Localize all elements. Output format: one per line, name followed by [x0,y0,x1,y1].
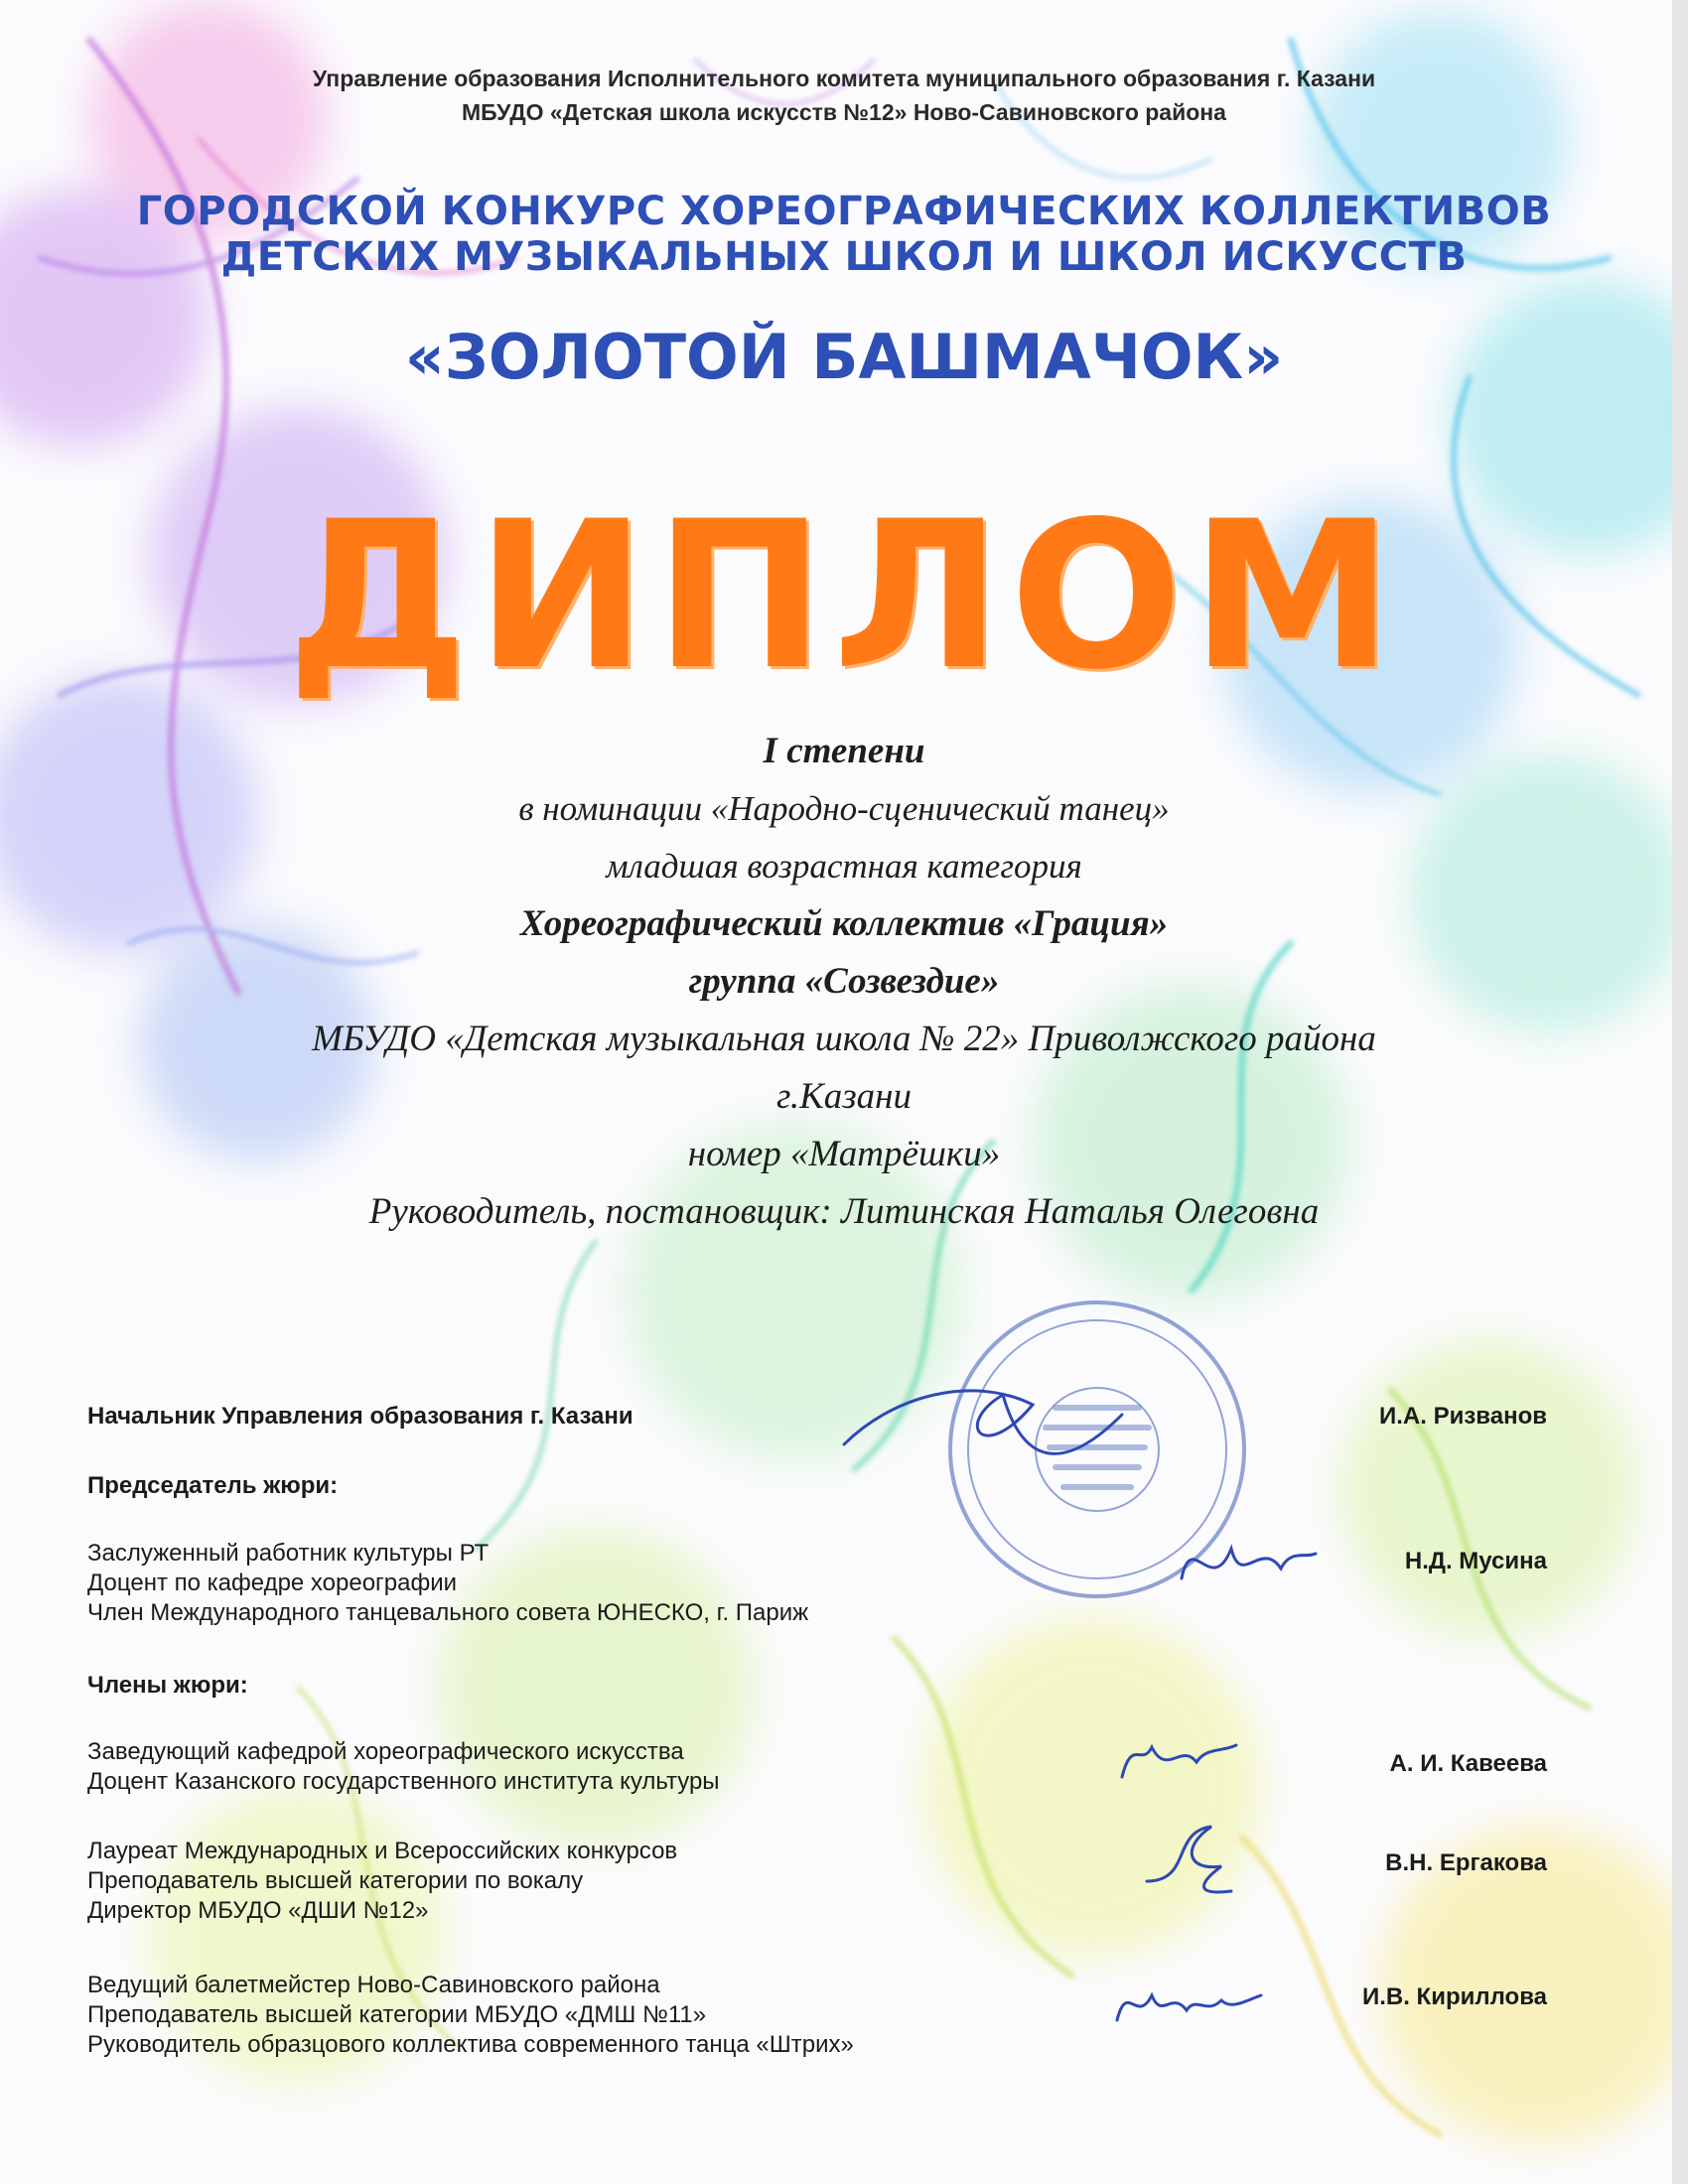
member-1-line-2: Доцент Казанского государственного института культуры [87,1768,720,1795]
member-2-line-2: Преподаватель высшей категории по вокалу [87,1867,584,1894]
member-2-line-3: Директор МБУДО «ДШИ №12» [87,1897,429,1924]
member-3-line-2: Преподаватель высшей категории МБУДО «ДМШ №11» [87,2001,707,2028]
chair-line-1: Заслуженный работник культуры РТ [87,1540,490,1567]
header-organization [0,62,1688,129]
contest-title [0,189,1688,280]
contest-line-2: ДЕТСКИХ МУЗЫКАЛЬНЫХ ШКОЛ И ШКОЛ ИСКУССТВ [220,234,1468,280]
member-1-handwritten-signature [1112,1717,1241,1797]
header-line-1: Управление образования Исполнительного комитета муниципального образования г. Казани [312,66,1376,91]
chair-line-2: Доцент по кафедре хореографии [87,1570,458,1596]
chair-description [87,1539,808,1628]
award-director: Руководитель, постановщик: Литинская Наталья Олеговна [368,1191,1320,1232]
member-1-name: А. И. Кавеева [1389,1750,1547,1777]
member-3-description [87,1971,854,2060]
member-3-handwritten-signature [1107,1971,1266,2040]
member-3-line-1: Ведущий балетмейстер Ново-Савиновского района [87,1972,660,1998]
chair-line-3: Член Международного танцевального совета ЮНЕСКО, г. Париж [87,1599,809,1626]
chair-name: Н.Д. Мусина [1404,1548,1547,1574]
award-group: группа «Созвездие» [688,961,1000,1002]
chair-label: Председатель жюри: [87,1472,339,1499]
members-label: Члены жюри: [87,1672,248,1699]
award-collective: Хореографический коллектив «Грация» [519,903,1169,944]
member-2-line-1: Лауреат Международных и Всероссийских конкурсов [87,1838,678,1864]
award-number: номер «Матрёшки» [687,1134,1001,1174]
award-school: МБУДО «Детская музыкальная школа № 22» Приволжского района [312,1019,1376,1059]
diploma-title: ДИПЛОМ [286,478,1402,715]
member-3-name: И.В. Кириллова [1361,1983,1547,2010]
award-nomination: в номинации «Народно-сценический танец» [518,789,1170,828]
chair-handwritten-signature [1172,1519,1321,1608]
member-1-description [87,1737,720,1797]
contest-name: «ЗОЛОТОЙ БАШМАЧОК» [404,321,1284,393]
head-name: И.А. Ризванов [1379,1403,1547,1430]
member-1-line-1: Заведующий кафедрой хореографического искусства [87,1738,684,1765]
member-2-description [87,1837,677,1926]
award-category: младшая возрастная категория [606,847,1082,886]
header-line-2: МБУДО «Детская школа искусств №12» Ново-Савиновского района [462,99,1226,125]
head-handwritten-signature [834,1355,1132,1494]
member-2-handwritten-signature [1132,1812,1251,1901]
award-city: г.Казани [775,1076,913,1117]
head-title: Начальник Управления образования г. Казани [87,1403,633,1430]
award-degree: I степени [763,731,925,771]
member-3-line-3: Руководитель образцового коллектива современного танца «Штрих» [87,2031,854,2058]
contest-line-1: ГОРОДСКОЙ КОНКУРС ХОРЕОГРАФИЧЕСКИХ КОЛЛЕКТИВОВ [136,189,1552,234]
award-text [0,723,1688,1241]
member-2-name: В.Н. Ергакова [1385,1849,1547,1876]
